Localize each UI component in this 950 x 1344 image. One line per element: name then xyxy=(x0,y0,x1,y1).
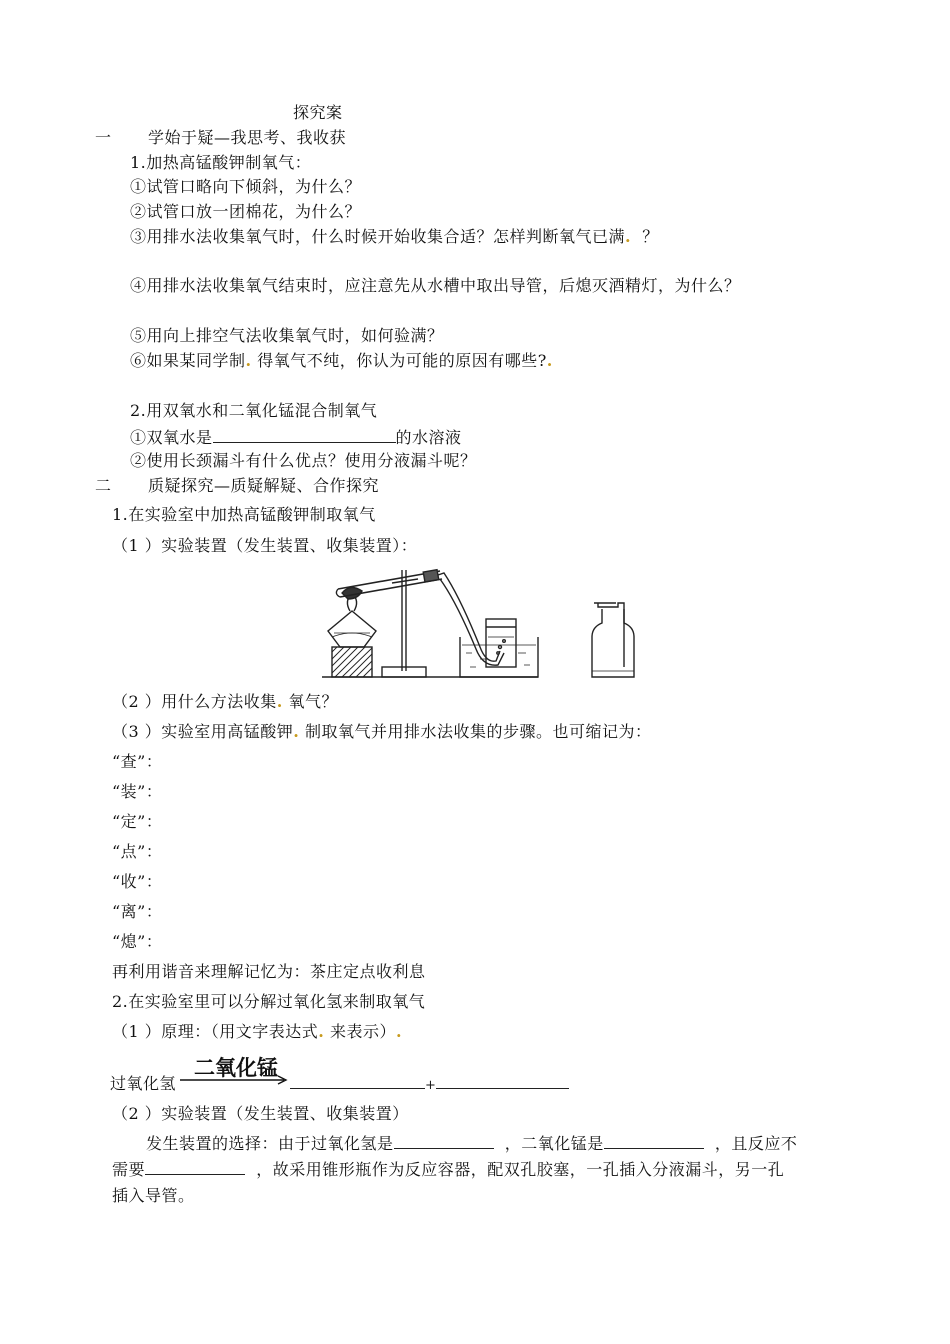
product-line xyxy=(290,1074,569,1096)
step-item: “点”： xyxy=(112,842,163,861)
step-item: “熄”： xyxy=(112,932,163,951)
plus-sign: + xyxy=(425,1078,437,1093)
q1-heading: 1.加热高锰酸钾制氧气： xyxy=(130,153,312,172)
paragraph-line-3: 插入导管。 xyxy=(112,1186,195,1205)
q1-item-f-text2: 得氧气不纯，你认为可能的原因有哪些? xyxy=(257,351,547,370)
q2-item-a-text: ①双氧水是 xyxy=(130,428,213,447)
fill-blank[interactable] xyxy=(604,1134,704,1149)
stray-dot: . xyxy=(276,692,283,711)
q1-item-d: ④用排水法收集氧气结束时，应注意先从水槽中取出导管，后熄灭酒精灯，为什么？ xyxy=(130,276,741,295)
para-text: 发生装置的选择：由于过氧化氢是 xyxy=(146,1134,394,1153)
stray-dot: . xyxy=(546,351,553,370)
paragraph-line-1 xyxy=(146,1134,797,1154)
step-item: “收”： xyxy=(112,872,163,891)
fill-blank[interactable] xyxy=(436,1074,569,1089)
apparatus-diagram xyxy=(320,567,650,682)
p2-step-2: （2 ）实验装置（发生装置、收集装置） xyxy=(112,1104,409,1123)
stray-dot: . xyxy=(245,351,252,370)
p2-step-1-text: （1 ）原理：（用文字表达式 xyxy=(112,1022,319,1041)
section-1-title: 学始于疑—我思考、我收获 xyxy=(148,128,347,147)
stray-dot: . xyxy=(318,1022,325,1041)
page-title: 探究案 xyxy=(293,103,343,122)
q2-heading: 2.用双氧水和二氧化锰混合制氧气 xyxy=(130,401,378,420)
p1-step-3 xyxy=(112,722,651,742)
para-text: ，二氧化锰是 xyxy=(504,1134,604,1153)
stray-dot: . xyxy=(625,227,632,246)
p1-step-1: （1 ）实验装置（发生装置、收集装置）： xyxy=(112,536,418,555)
para-text: 需要 xyxy=(112,1160,146,1179)
section-2-title: 质疑探究—质疑解疑、合作探究 xyxy=(148,476,380,495)
fill-blank[interactable] xyxy=(145,1160,245,1175)
stray-dot: . xyxy=(293,722,300,741)
step-item: “离”： xyxy=(112,902,163,921)
para-text: ，且反应不 xyxy=(714,1134,798,1153)
q1-item-a: ①试管口略向下倾斜，为什么？ xyxy=(130,177,362,196)
p1-step-3-text: （3 ）实验室用高锰酸钾 xyxy=(112,722,294,741)
mnemonic-text: 再利用谐音来理解记忆为：茶庄定点收利息 xyxy=(112,962,426,981)
step-item: “装”： xyxy=(112,782,163,801)
p2-heading: 2.在实验室里可以分解过氧化氢来制取氧气 xyxy=(112,992,426,1011)
q1-item-b: ②试管口放一团棉花，为什么？ xyxy=(130,202,362,221)
q1-item-f-text: ⑥如果某同学制 xyxy=(130,351,246,370)
p1-step-2-text: （2 ）用什么方法收集 xyxy=(112,692,277,711)
q1-item-c-end: ？ xyxy=(642,227,659,246)
q2-item-a xyxy=(130,426,462,448)
section-2-number: 二 xyxy=(95,476,112,495)
q1-item-f xyxy=(130,351,553,371)
fill-blank[interactable] xyxy=(213,426,396,443)
para-text: ，故采用锥形瓶作为反应容器，配双孔胶塞，一孔插入分液漏斗，另一孔 xyxy=(256,1160,785,1179)
p1-step-2 xyxy=(112,692,338,712)
reactant-label: 过氧化氢 xyxy=(110,1074,177,1093)
q1-item-c xyxy=(130,227,659,247)
q1-item-c-text: ③用排水法收集氧气时，什么时候开始收集合适？怎样判断氧气已满 xyxy=(130,227,626,246)
p2-step-1-end: 来表示） xyxy=(329,1022,396,1041)
section-1-number: 一 xyxy=(95,128,112,147)
fill-blank[interactable] xyxy=(290,1074,425,1089)
fill-blank[interactable] xyxy=(394,1134,494,1149)
p1-step-2-end: 氧气？ xyxy=(288,692,338,711)
q2-item-a-end: 的水溶液 xyxy=(395,428,462,447)
stray-dot: . xyxy=(395,1022,403,1041)
step-item: “定”： xyxy=(112,812,163,831)
paragraph-line-2 xyxy=(112,1160,784,1180)
p1-step-3-end: 制取氧气并用排水法收集的步骤。也可缩记为： xyxy=(304,722,652,741)
q1-item-e: ⑤用向上排空气法收集氧气时，如何验满？ xyxy=(130,326,444,345)
catalyst-label: 二氧化锰 xyxy=(194,1056,278,1080)
p2-step-1 xyxy=(112,1022,402,1042)
step-item: “查”： xyxy=(112,752,163,771)
p1-heading: 1.在实验室中加热高锰酸钾制取氧气 xyxy=(112,505,376,524)
q2-item-b: ②使用长颈漏斗有什么优点？使用分液漏斗呢？ xyxy=(130,451,477,470)
reaction-arrow-icon xyxy=(180,1074,290,1086)
